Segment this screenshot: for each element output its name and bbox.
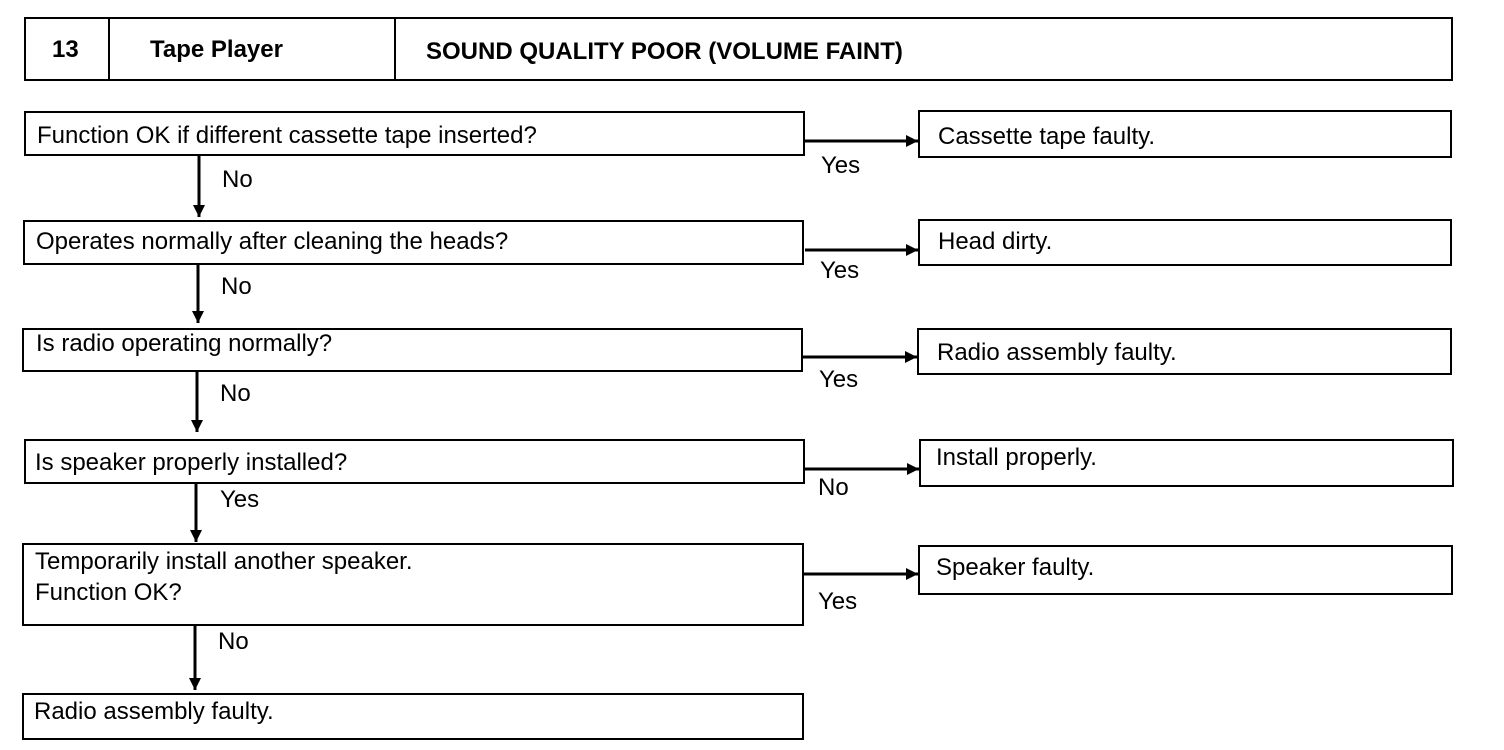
question-text-2: Operates normally after cleaning the heads? xyxy=(36,228,509,255)
question-text-1: Function OK if different cassette tape inserted? xyxy=(37,122,537,149)
branch-label-3: Yes xyxy=(819,366,859,393)
question-text-5-line2: Function OK? xyxy=(35,579,182,606)
branch-label-1: Yes xyxy=(821,152,861,179)
question-text-4: Is speaker properly installed? xyxy=(35,449,348,476)
header-title: SOUND QUALITY POOR (VOLUME FAINT) xyxy=(426,38,903,65)
down-label-2: No xyxy=(221,273,252,300)
header-number: 13 xyxy=(52,36,79,63)
result-text-3: Radio assembly faulty. xyxy=(937,339,1177,366)
question-text-3: Is radio operating normally? xyxy=(36,330,333,357)
result-text-5: Speaker faulty. xyxy=(936,554,1095,581)
result-text-4: Install properly. xyxy=(936,444,1097,471)
down-label-3: No xyxy=(220,380,251,407)
down-label-4: Yes xyxy=(220,486,260,513)
result-text-2: Head dirty. xyxy=(938,228,1053,255)
branch-label-5: Yes xyxy=(818,588,858,615)
final-result-text: Radio assembly faulty. xyxy=(34,698,274,725)
down-label-5: No xyxy=(218,628,249,655)
branch-label-4: No xyxy=(818,474,849,501)
header-system: Tape Player xyxy=(150,36,283,63)
branch-label-2: Yes xyxy=(820,257,860,284)
question-text-5-line1: Temporarily install another speaker. xyxy=(35,548,413,575)
result-text-1: Cassette tape faulty. xyxy=(938,123,1156,150)
down-label-1: No xyxy=(222,166,253,193)
